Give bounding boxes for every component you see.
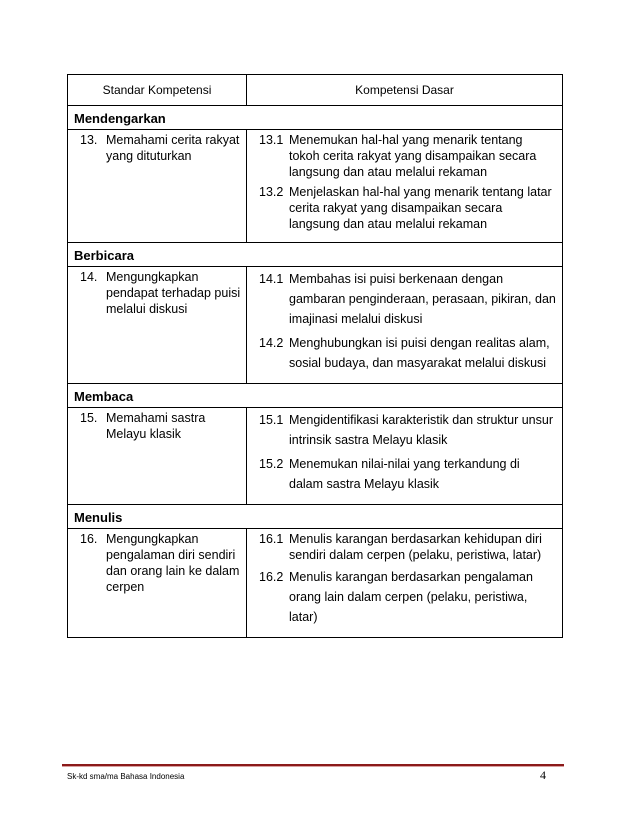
kd-text: Menghubungkan isi puisi dengan realitas alam, sosial budaya, dan masyarakat melalui diskusi (289, 336, 550, 370)
kd-item (247, 531, 562, 563)
kd-item (247, 132, 562, 180)
footer-document-title: Sk-kd sma/ma Bahasa Indonesia (67, 772, 185, 781)
sk-cell (68, 408, 247, 505)
sk-text: Memahami sastra Melayu klasik (106, 411, 206, 441)
kd-number: 15.1 (259, 413, 284, 427)
table-header-row (68, 75, 563, 106)
kd-text: Menemukan nilai-nilai yang terkandung di dalam sastra Melayu klasik (289, 457, 520, 491)
kd-text: Menjelaskan hal-hal yang menarik tentang latar cerita rakyat yang disampaikan secara langsung dan atau melalui rekaman (289, 185, 552, 231)
sk-number: 15. (80, 411, 98, 425)
kd-cell (247, 267, 563, 384)
section-title: Menulis (68, 505, 563, 529)
page-number: 4 (540, 768, 546, 782)
kd-item (247, 269, 562, 329)
kd-number: 13.1 (259, 133, 284, 147)
competency-table (67, 74, 563, 638)
sk-number: 14. (80, 270, 98, 284)
section-title-row (68, 243, 563, 267)
kd-item (247, 333, 562, 373)
kd-text: Mengidentifikasi karakteristik dan struktur unsur intrinsik sastra Melayu klasik (289, 413, 554, 447)
sk-cell (68, 267, 247, 384)
kd-cell (247, 408, 563, 505)
sk-cell (68, 130, 247, 243)
header-standar-kompetensi: Standar Kompetensi (68, 75, 247, 106)
kd-text: Membahas isi puisi berkenaan dengan gambaran penginderaan, perasaan, pikiran, dan imajinasi melalui diskusi (289, 272, 556, 326)
sk-number: 16. (80, 532, 98, 546)
header-kompetensi-dasar: Kompetensi Dasar (247, 75, 563, 106)
section-body-row (68, 267, 563, 384)
kd-text: Menulis karangan berdasarkan pengalaman orang lain dalam cerpen (pelaku, peristiwa, latar) (289, 570, 533, 624)
kd-item (247, 184, 562, 232)
kd-item (247, 410, 562, 450)
kd-number: 16.1 (259, 532, 284, 546)
kd-text: Menemukan hal-hal yang menarik tentang tokoh cerita rakyat yang disampaikan secara langsung dan atau melalui rekaman (289, 133, 537, 179)
kd-number: 14.2 (259, 336, 284, 350)
section-title-row (68, 505, 563, 529)
sk-text: Mengungkapkan pendapat terhadap puisi melalui diskusi (106, 270, 241, 316)
sk-item (68, 531, 246, 595)
section-body-row (68, 408, 563, 505)
kd-number: 13.2 (259, 185, 284, 199)
kd-item (247, 454, 562, 494)
section-body-row (68, 529, 563, 638)
sk-cell (68, 529, 247, 638)
section-title-row (68, 106, 563, 130)
section-title-row (68, 384, 563, 408)
kd-number: 14.1 (259, 272, 284, 286)
sk-text: Memahami cerita rakyat yang dituturkan (106, 133, 240, 163)
kd-text: Menulis karangan berdasarkan kehidupan diri sendiri dalam cerpen (pelaku, peristiwa, latar) (289, 532, 542, 562)
section-title: Berbicara (68, 243, 563, 267)
section-title: Mendengarkan (68, 106, 563, 130)
sk-number: 13. (80, 133, 98, 147)
footer-divider (62, 764, 564, 767)
kd-number: 15.2 (259, 457, 284, 471)
kd-number: 16.2 (259, 570, 284, 584)
section-title: Membaca (68, 384, 563, 408)
kd-cell (247, 529, 563, 638)
kd-cell (247, 130, 563, 243)
kd-item (247, 567, 562, 627)
section-body-row (68, 130, 563, 243)
sk-text: Mengungkapkan pengalaman diri sendiri dan orang lain ke dalam cerpen (106, 532, 240, 594)
sk-item (68, 410, 246, 442)
sk-item (68, 269, 246, 317)
sk-item (68, 132, 246, 164)
